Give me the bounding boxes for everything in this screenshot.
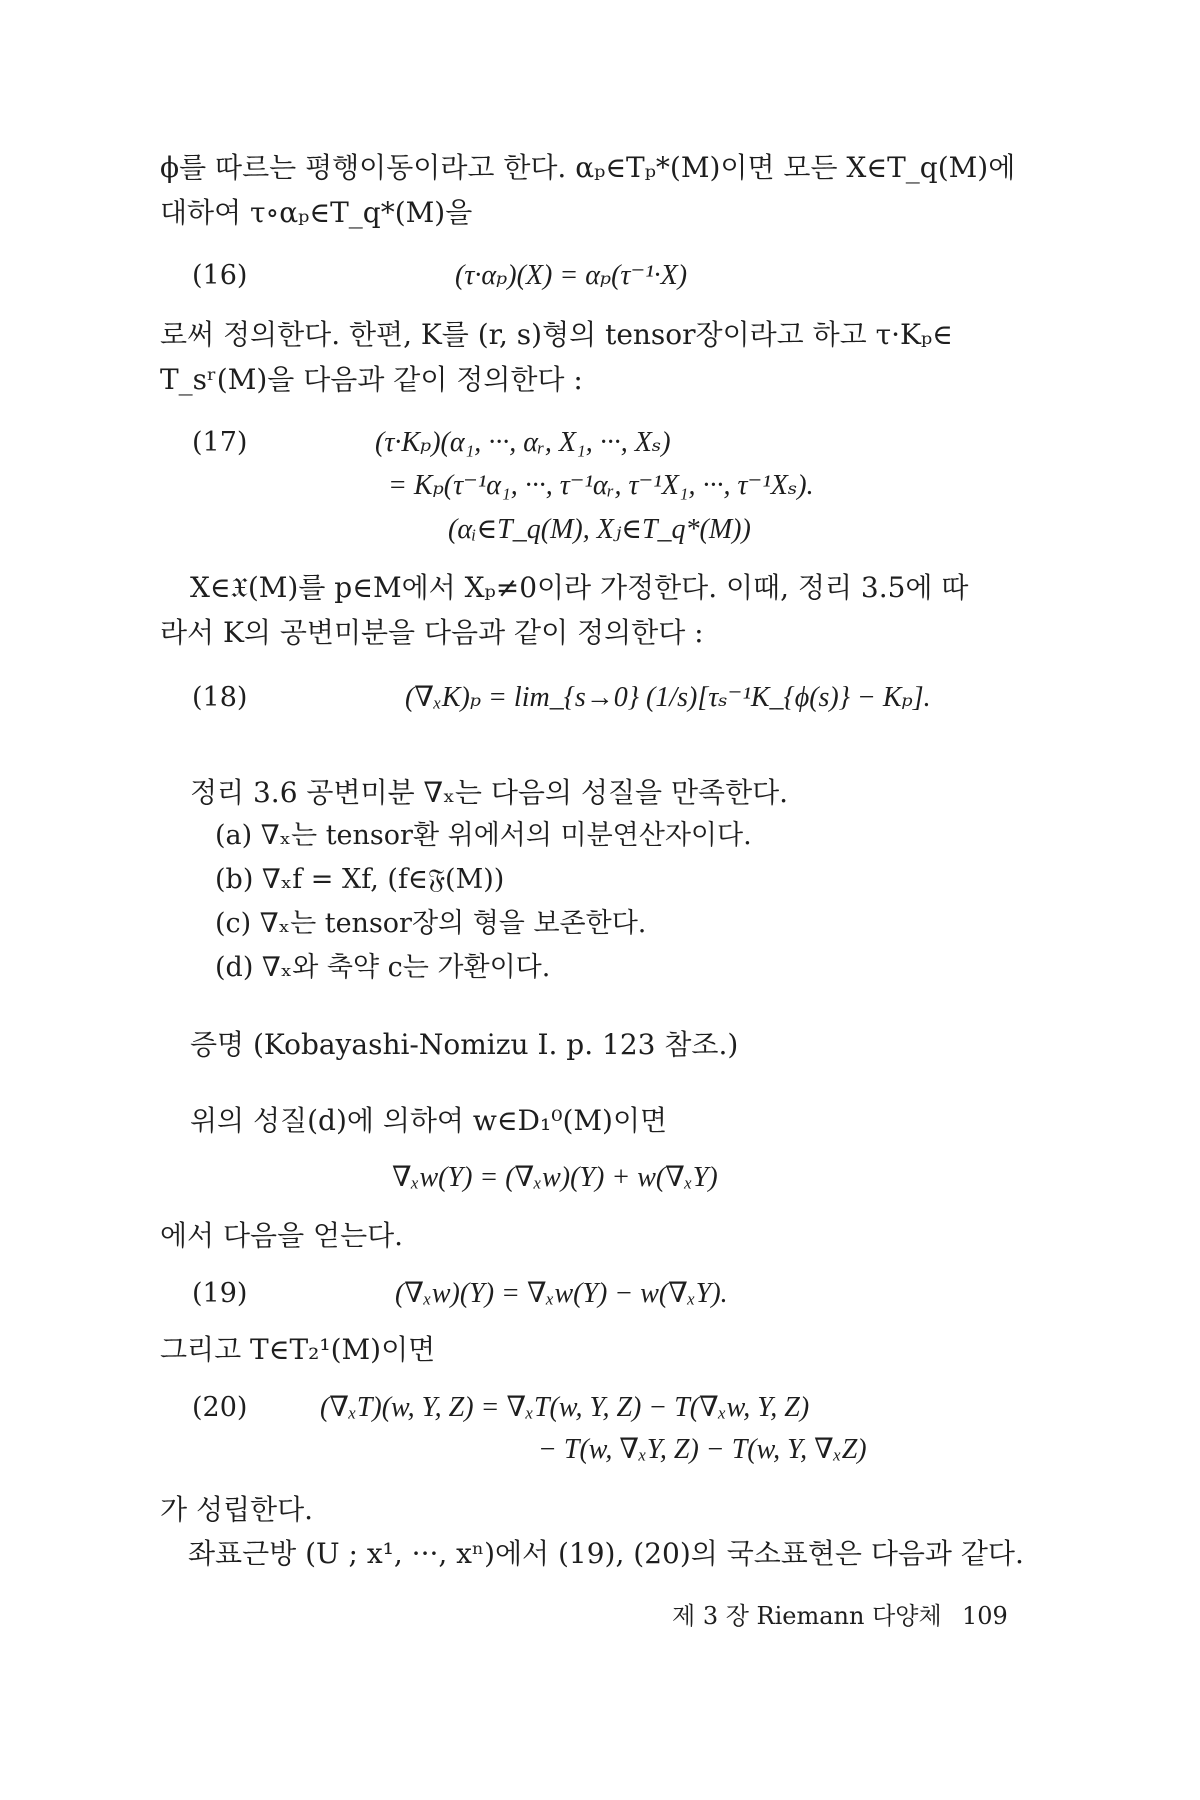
paragraph-line: 대하여 τ∘αₚ∈T_q*(M)을: [160, 196, 473, 229]
equation-number: (19): [192, 1278, 248, 1309]
paragraph-line: 좌표근방 (U ; x¹, ···, xⁿ)에서 (19), (20)의 국소표현은 다음과 같다.: [188, 1537, 1024, 1570]
theorem-item: (a) ∇ₓ는 tensor환 위에서의 미분연산자이다.: [215, 820, 752, 851]
paragraph-line: T_sʳ(M)을 다음과 같이 정의한다 :: [160, 363, 583, 396]
equation-number: (17): [192, 427, 248, 458]
running-footer: 제 3 장 Riemann 다양체: [672, 1602, 942, 1630]
equation-number: (18): [192, 682, 248, 713]
equation: (τ·Kₚ)(α₁, ···, αᵣ, X₁, ···, Xₛ): [375, 427, 671, 458]
paragraph-line: X∈𝔛(M)를 p∈M에서 Xₚ≠0이라 가정한다. 이때, 정리 3.5에 따: [190, 571, 969, 604]
equation: (∇ₓK)ₚ = lim_{s→0} (1/s)[τₛ⁻¹K_{ϕ(s)} − Kₚ].: [405, 682, 931, 713]
paragraph-line: 라서 K의 공변미분을 다음과 같이 정의한다 :: [160, 616, 704, 649]
equation: ∇ₓw(Y) = (∇ₓw)(Y) + w(∇ₓY): [392, 1162, 718, 1193]
equation: (τ·αₚ)(X) = αₚ(τ⁻¹·X): [455, 260, 688, 291]
paragraph-line: ϕ를 따르는 평행이동이라고 한다. αₚ∈Tₚ*(M)이면 모든 X∈T_q(M)에: [160, 151, 1016, 184]
equation: (αᵢ∈T_q(M), Xⱼ∈T_q*(M)): [448, 514, 751, 545]
page-number: 109: [962, 1602, 1008, 1630]
equation-number: (16): [192, 260, 248, 291]
theorem-title: 정리 3.6 공변미분 ∇ₓ는 다음의 성질을 만족한다.: [190, 776, 789, 809]
paragraph-line: 에서 다음을 얻는다.: [160, 1219, 404, 1252]
equation-number: (20): [192, 1392, 248, 1423]
paragraph-line: 로써 정의한다. 한편, K를 (r, s)형의 tensor장이라고 하고 τ·Kₚ∈: [160, 318, 953, 351]
proof-line: 증명 (Kobayashi-Nomizu I. p. 123 참조.): [190, 1028, 739, 1061]
theorem-item: (d) ∇ₓ와 축약 c는 가환이다.: [215, 952, 551, 983]
equation: = Kₚ(τ⁻¹α₁, ···, τ⁻¹αᵣ, τ⁻¹X₁, ···, τ⁻¹Xₛ).: [388, 470, 814, 501]
equation: (∇ₓT)(w, Y, Z) = ∇ₓT(w, Y, Z) − T(∇ₓw, Y, Z): [320, 1392, 810, 1423]
equation: − T(w, ∇ₓY, Z) − T(w, Y, ∇ₓZ): [538, 1434, 867, 1465]
equation: (∇ₓw)(Y) = ∇ₓw(Y) − w(∇ₓY).: [395, 1278, 728, 1309]
theorem-item: (c) ∇ₓ는 tensor장의 형을 보존한다.: [215, 908, 647, 939]
theorem-item: (b) ∇ₓf = Xf, (f∈𝔉(M)): [215, 864, 505, 895]
paragraph-line: 위의 성질(d)에 의하여 w∈D₁⁰(M)이면: [190, 1104, 668, 1137]
paragraph-line: 가 성립한다.: [160, 1493, 314, 1526]
paragraph-line: 그리고 T∈T₂¹(M)이면: [160, 1333, 436, 1366]
